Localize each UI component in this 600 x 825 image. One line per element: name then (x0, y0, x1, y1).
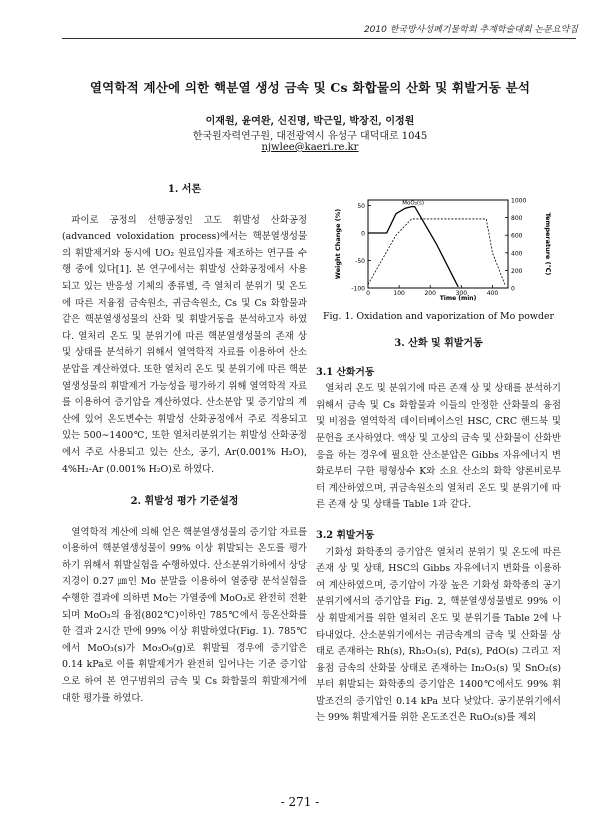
x-tick-label: 100 (393, 290, 405, 297)
right-column (316, 336, 561, 727)
y-left-axis-label: Weight Change (%) (334, 208, 342, 280)
email-link[interactable]: njwlee@kaeri.re.kr (261, 142, 359, 153)
y-left-tick-label: 50 (357, 203, 365, 210)
y-right-tick-label: 200 (511, 267, 523, 275)
x-tick-label: 400 (486, 290, 499, 297)
y-left-tick-label: 0 (361, 230, 365, 238)
y-left-tick-label: -50 (355, 258, 365, 265)
mo-oxide-annotation: MoO₃(s) (402, 200, 425, 207)
page-number: - 271 - (280, 795, 320, 809)
y-right-tick-label: 800 (511, 215, 523, 223)
plot-frame (368, 200, 508, 288)
x-axis-label: Time (min) (439, 295, 477, 302)
y-right-axis-label: Temperature (℃) (544, 212, 552, 276)
section-3-1-title: 3.1 산화거동 (316, 366, 375, 378)
section-2-paragraph: 열역학적 계산에 의해 얻은 핵분열생성물의 증기압 자료를 이용하여 핵분열생성물이 99% 이상 휘발되는 온도를 평가하기 위해서 휘발실험을 수행하였다. 산소분위기하에서 상당지경이 0.27 ㎛인 Mo 분말을 이용하여 열중량 분석실험을 수행한 결과에 의하면 Mo는 가열중에 MoO₃로 완전히 전환되며 MoO₃의 융점(802℃)이하인 785℃에서 등온산화를 한 결과 2시간 만에 99% 이상 휘발하였다(Fig. 1). 785℃에서 MoO₃(s)가 Mo₃O₉(g)로 휘발될 경우에 증기압은 0.14 kPa로 이를 휘발제거가 완전히 일어나는 기준 증기압으로 하여 본 연구범위의 금속 및 Cs 화합물의 휘발제거에 대한 평가를 하였다. (62, 526, 307, 704)
y-right-tick-label: 400 (511, 250, 523, 258)
oxidation-chart (330, 192, 555, 302)
y-right-tick-label: 600 (511, 232, 523, 240)
header-rule (62, 38, 576, 39)
section-3-2-title: 3.2 휘발거동 (316, 529, 375, 541)
author-list: 이재원, 윤여완, 신진명, 박근일, 박장진, 이정원 (205, 116, 415, 127)
section-3-1-paragraph: 열처리 온도 및 분위기에 따른 존재 상 및 상태를 분석하기 위해서 금속 및 Cs 화합물과 이들의 안정한 산화물의 융점 및 비점을 열역학적 데이터베이스인 HSC, CRC 핸드북 및 문헌을 조사하였다. 액상 및 고상의 금속 및 산화물이 산화반응을 하는 경우에 필요한 산소분압은 Gibbs 자유에너지 변화로부터 구한 평형상수 K와 소요 산소의 화학 양론비로부터 계산하였으며, 귀금속원소의 열처리 온도 및 분위기에 따른 존재 상 및 상태를 Table 1과 같다. (316, 383, 561, 511)
running-head: 2010 한국방사성폐기물학회 추계학술대회 논문요약집 (363, 25, 578, 35)
y-left-tick-label: -100 (351, 285, 365, 293)
figure-caption: Fig. 1. Oxidation and vaporization of Mo powder (323, 311, 554, 322)
left-column (62, 182, 307, 707)
section-3-2-paragraph: 기화성 화학종의 증기압은 열처리 분위기 및 온도에 따른 존재 상 및 상태, HSC의 Gibbs 자유에너지 변화를 이용하여 계산하였으며, 증기압이 가장 높은 기화성 화학종의 공기분위기에서의 증기압을 Fig. 2, 핵분열생성물별로 99% 이상 휘발제거를 위한 열처리 온도 및 분위기를 Table 2에 나타내었다. 산소분위기에서는 귀금속계의 금속 및 산화물 상태로 존재하는 Rh(s), Rh₂O₃(s), Pd(s), PdO(s) 그리고 저융점 금속의 산화물 상태로 존재하는 In₂O₃(s) 및 SnO₂(s)부터 휘발되는 화학종의 증기압은 1400℃에서도 99% 휘발조건의 증기압인 0.14 kPa 보다 낮았다. 공기분위기에서는 99% 휘발제거를 위한 온도조건은 RuO₂(s)를 제외 (316, 546, 561, 724)
section-1-paragraph: 파이로 공정의 선행공정인 고도 휘발성 산화공정(advanced voloxidation process)에서는 핵분열생성물의 휘발제거와 동시에 UO₂ 원료입자를 제조하는 연구를 수행 중에 있다[1]. 본 연구에서는 휘발성 산화공정에서 사용되고 있는 반응성 기체의 종류별, 즉 열처리 분위기 및 온도에 따른 저융점 금속원소, 귀금속원소, Cs 및 Cs 화합물과 같은 핵분열생성물의 산화 및 휘발거동을 분석하고자 하였다. 열처리 온도 및 분위기에 따른 핵분열생성물의 존재 상 및 상태를 분석하기 위해서 열역학적 자료를 이용하여 산소분압을 계산하였다. 또한 열처리 온도 및 분위기에 따른 핵분열생성물의 휘발제거 가능성을 평가하기 위해 열역학적 자료를 이용하여 증기압을 계산하였다. 산소분압 및 증기압의 계산에 있어 온도변수는 휘발성 산화공정에서 주로 적용되고 있는 500∼1400℃, 또한 열처리분위기는 휘발성 산화공정에서 주로 사용되고 있는 산소, 공기, Ar(0.001% H₂O), 4%H₂-Ar (0.001% H₂O)로 하였다. (62, 214, 307, 475)
section-1-title: 1. 서론 (167, 184, 202, 195)
x-tick-label: 0 (366, 290, 370, 297)
paper-title: 열역학적 계산에 의한 핵분열 생성 금속 및 Cs 화합물의 산화 및 휘발거동 분석 (89, 80, 531, 95)
section-3-title: 3. 산화 및 휘발거동 (394, 338, 483, 349)
x-tick-label: 300 (455, 290, 468, 297)
x-tick-label: 200 (424, 290, 436, 297)
y-right-tick-label: 0 (511, 285, 515, 293)
affiliation: 한국원자력연구원, 대전광역시 유성구 대덕대로 1045 (192, 131, 428, 142)
y-right-tick-label: 1000 (511, 197, 527, 205)
section-2-title: 2. 휘발성 평가 기준설정 (130, 496, 239, 508)
